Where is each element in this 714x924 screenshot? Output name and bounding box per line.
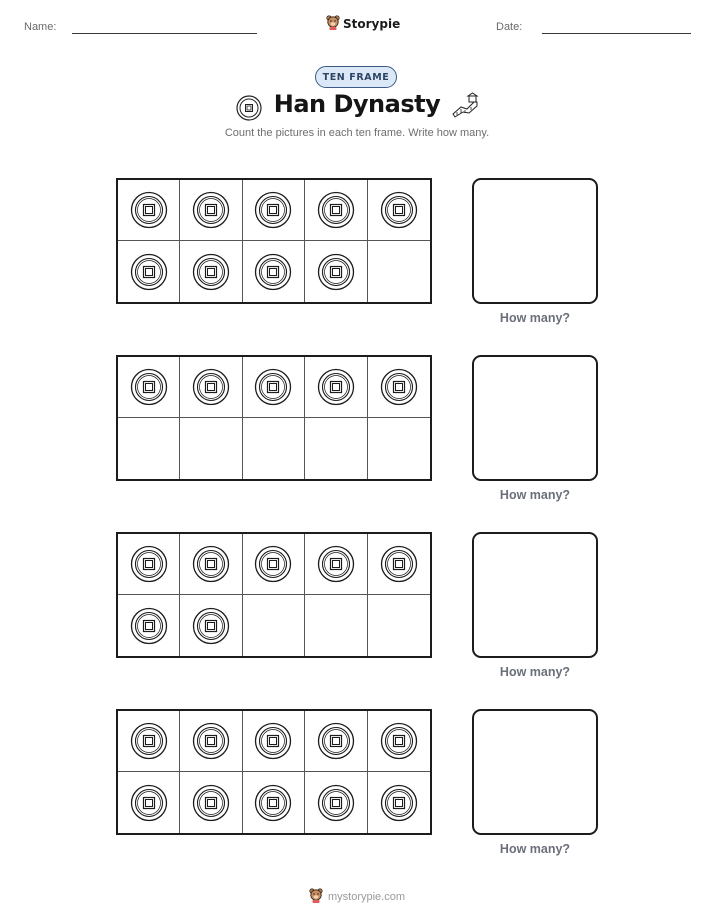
ten-frame-cell bbox=[180, 241, 242, 302]
han-coin-icon bbox=[254, 784, 292, 822]
han-coin-icon bbox=[192, 607, 230, 645]
ten-frame-cell bbox=[243, 711, 305, 772]
han-coin-icon bbox=[192, 191, 230, 229]
ten-frame-cell bbox=[243, 180, 305, 241]
brand-logo bbox=[326, 14, 400, 33]
han-coin-icon bbox=[130, 784, 168, 822]
han-coin-icon bbox=[254, 722, 292, 760]
ten-frame-cell bbox=[180, 180, 242, 241]
ten-frame-cell bbox=[305, 711, 367, 772]
ten-frame-cell bbox=[180, 534, 242, 595]
ten-frame-cell bbox=[368, 595, 430, 656]
ten-frame-cell bbox=[305, 357, 367, 418]
footer bbox=[0, 887, 714, 906]
answer-box-2[interactable] bbox=[472, 355, 598, 481]
han-coin-icon bbox=[192, 784, 230, 822]
ten-frame-cell bbox=[180, 595, 242, 656]
han-coin-icon bbox=[317, 784, 355, 822]
ten-frame-cell bbox=[243, 357, 305, 418]
ten-frame-1 bbox=[116, 178, 432, 304]
ten-frame-cell bbox=[305, 772, 367, 833]
han-coin-icon bbox=[192, 722, 230, 760]
ten-frame-cell bbox=[368, 180, 430, 241]
ten-frame-cell bbox=[305, 418, 367, 479]
how-many-label-4: How many? bbox=[499, 842, 571, 856]
page-title: Han Dynasty bbox=[273, 90, 441, 118]
han-coin-icon bbox=[317, 253, 355, 291]
han-coin-icon bbox=[380, 722, 418, 760]
instructions: Count the pictures in each ten frame. Write how many. bbox=[224, 127, 490, 139]
ten-frame-3 bbox=[116, 532, 432, 658]
han-coin-icon bbox=[130, 253, 168, 291]
ten-frame-cell bbox=[118, 418, 180, 479]
han-coin-icon bbox=[130, 607, 168, 645]
answer-box-1[interactable] bbox=[472, 178, 598, 304]
footer-url: mystorypie.com bbox=[327, 890, 406, 903]
han-coin-icon bbox=[192, 545, 230, 583]
ten-frame-cell bbox=[180, 711, 242, 772]
han-coin-icon bbox=[254, 253, 292, 291]
ten-frame-cell bbox=[368, 357, 430, 418]
bear-icon bbox=[326, 14, 340, 33]
ten-frame-cell bbox=[243, 595, 305, 656]
ten-frame-cell bbox=[368, 534, 430, 595]
ten-frame-cell bbox=[118, 595, 180, 656]
name-field[interactable] bbox=[72, 33, 257, 34]
ten-frame-cell bbox=[180, 418, 242, 479]
ten-frame-cell bbox=[243, 418, 305, 479]
ten-frame-cell bbox=[180, 772, 242, 833]
how-many-label-1: How many? bbox=[499, 311, 571, 325]
brand-name: Storypie bbox=[343, 16, 401, 31]
han-coin-icon bbox=[317, 722, 355, 760]
han-coin-icon bbox=[192, 253, 230, 291]
worksheet-type-badge: TEN FRAME bbox=[315, 66, 397, 88]
han-coin-icon bbox=[130, 722, 168, 760]
ten-frame-cell bbox=[118, 772, 180, 833]
ten-frame-cell bbox=[243, 241, 305, 302]
han-coin-icon bbox=[254, 368, 292, 406]
han-coin-icon bbox=[380, 545, 418, 583]
answer-box-4[interactable] bbox=[472, 709, 598, 835]
han-coin-icon bbox=[317, 368, 355, 406]
ten-frame-cell bbox=[305, 180, 367, 241]
han-coin-icon bbox=[254, 191, 292, 229]
han-coin-icon bbox=[317, 545, 355, 583]
ten-frame-cell bbox=[118, 357, 180, 418]
han-coin-icon bbox=[130, 191, 168, 229]
han-coin-icon bbox=[130, 368, 168, 406]
han-coin-icon bbox=[380, 191, 418, 229]
han-coin-icon bbox=[380, 784, 418, 822]
ten-frame-cell bbox=[305, 534, 367, 595]
han-coin-icon bbox=[317, 191, 355, 229]
date-label: Date: bbox=[496, 21, 523, 33]
ten-frame-cell bbox=[118, 711, 180, 772]
ten-frame-cell bbox=[118, 180, 180, 241]
ten-frame-cell bbox=[305, 241, 367, 302]
ten-frame-cell bbox=[368, 772, 430, 833]
date-field[interactable] bbox=[542, 33, 691, 34]
ten-frame-2 bbox=[116, 355, 432, 481]
how-many-label-2: How many? bbox=[499, 488, 571, 502]
name-label: Name: bbox=[24, 21, 57, 33]
han-coin-icon bbox=[192, 368, 230, 406]
great-wall-icon bbox=[451, 92, 479, 122]
ten-frame-cell bbox=[305, 595, 367, 656]
han-coin-icon bbox=[130, 545, 168, 583]
ten-frame-cell bbox=[243, 534, 305, 595]
ten-frame-cell bbox=[118, 534, 180, 595]
ten-frame-cell bbox=[368, 418, 430, 479]
ten-frame-cell bbox=[243, 772, 305, 833]
ten-frame-cell bbox=[368, 711, 430, 772]
han-coin-icon bbox=[254, 545, 292, 583]
how-many-label-3: How many? bbox=[499, 665, 571, 679]
answer-box-3[interactable] bbox=[472, 532, 598, 658]
bear-icon bbox=[309, 887, 323, 906]
ten-frame-4 bbox=[116, 709, 432, 835]
han-coin-icon bbox=[380, 368, 418, 406]
ten-frame-cell bbox=[368, 241, 430, 302]
ten-frame-cell bbox=[118, 241, 180, 302]
ten-frame-cell bbox=[180, 357, 242, 418]
